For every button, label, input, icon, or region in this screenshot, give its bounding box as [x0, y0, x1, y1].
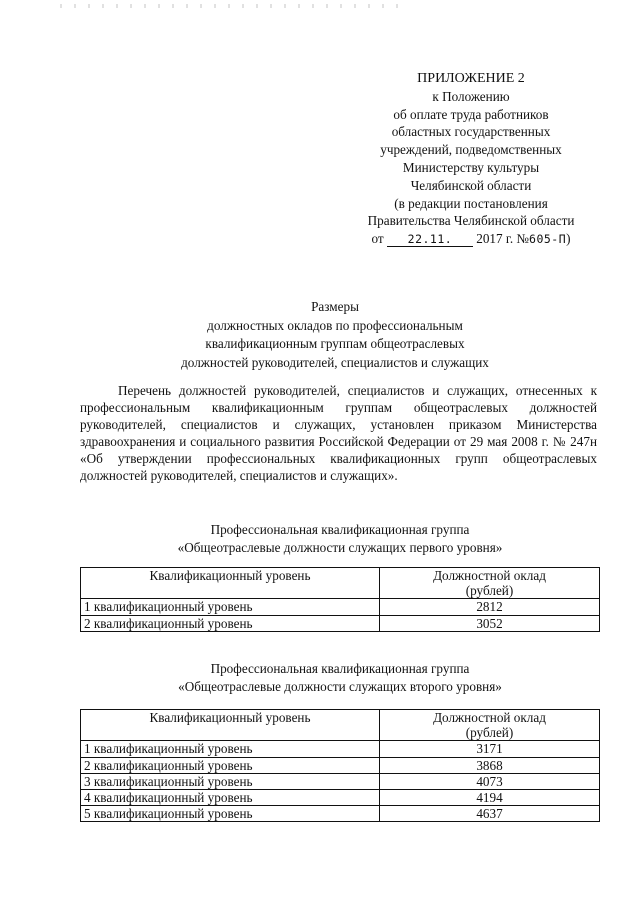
table-row — [81, 599, 600, 615]
appendix-line: учреждений, подведомственных — [380, 142, 562, 158]
appendix-line: Министерству культуры — [402, 159, 540, 175]
table-row — [81, 757, 600, 773]
group-2-title — [80, 660, 600, 695]
appendix-line: Челябинской области — [410, 177, 532, 193]
salary-table-level-2 — [80, 709, 600, 822]
table-row — [81, 773, 600, 789]
appendix-line: к Положению — [432, 88, 510, 104]
date-mid: 2017 г. № — [476, 231, 530, 247]
number-value: 605-П — [529, 232, 567, 247]
table-header-row — [81, 568, 600, 599]
paragraph-text: Перечень должностей руководителей, специалистов и служащих, отнесенных к профессиональным квалификационным группам общеотраслевых должностей руководителей, специалистов и служащих, установлен приказом Министерства здравоохранения и социального развития Российской Федерации от 29 мая 2008 г. № 247н «Об утверждении профессиональных квалификационных групп общеотраслевых должностей руководителей, специалистов и служащих». — [80, 383, 597, 483]
salary-cell: 3171 — [380, 741, 600, 757]
appendix-title: ПРИЛОЖЕНИЕ 2 — [417, 71, 525, 86]
salary-table-level-1 — [80, 567, 600, 632]
salary-cell: 4194 — [380, 790, 600, 806]
intro-paragraph — [80, 382, 597, 484]
table-row — [81, 806, 600, 822]
appendix-line: областных государственных — [391, 124, 551, 140]
level-cell: 5 квалификационный уровень — [81, 806, 380, 822]
level-cell: 1 квалификационный уровень — [81, 741, 380, 757]
header-salary-line: Должностной оклад — [433, 568, 546, 583]
header-salary-line: Должностной оклад — [433, 710, 546, 725]
appendix-line: об оплате труда работников — [393, 106, 549, 122]
table-row — [81, 741, 600, 757]
group-title-line: Профессиональная квалификационная группа — [210, 522, 470, 537]
appendix-line: Правительства Челябинской области — [367, 213, 575, 229]
level-cell: 3 квалификационный уровень — [81, 773, 380, 789]
heading-line: квалификационным группам общеотраслевых — [205, 336, 465, 351]
heading-line: должностей руководителей, специалистов и служащих — [181, 354, 489, 370]
table-row — [81, 615, 600, 631]
level-cell: 2 квалификационный уровень — [81, 757, 380, 773]
group-title-line: «Общеотраслевые должности служащих первого уровня» — [177, 539, 503, 555]
appendix-header — [340, 70, 602, 249]
header-salary — [380, 568, 600, 599]
table-header-row — [81, 710, 600, 741]
table-row — [81, 790, 600, 806]
date-value: 22.11. — [387, 232, 473, 247]
group-1-title — [80, 521, 600, 556]
level-cell: 2 квалификационный уровень — [81, 615, 380, 631]
salary-cell: 2812 — [380, 599, 600, 615]
heading-line: должностных окладов по профессиональным — [207, 317, 463, 333]
level-cell: 1 квалификационный уровень — [81, 599, 380, 615]
header-level: Квалификационный уровень — [81, 568, 380, 599]
level-cell: 4 квалификационный уровень — [81, 790, 380, 806]
date-suffix: ) — [566, 231, 571, 247]
group-title-line: Профессиональная квалификационная группа — [210, 661, 470, 676]
salary-cell: 3052 — [380, 615, 600, 631]
header-salary-unit: (рублей) — [465, 583, 514, 599]
appendix-line: (в редакции постановления — [394, 195, 548, 211]
scan-artifact — [60, 4, 400, 8]
date-prefix: от — [371, 231, 384, 247]
header-salary — [380, 710, 600, 741]
header-salary-unit: (рублей) — [465, 725, 514, 741]
appendix-date-line — [340, 230, 602, 249]
salary-cell: 3868 — [380, 757, 600, 773]
salary-cell: 4637 — [380, 806, 600, 822]
group-title-line: «Общеотраслевые должности служащих второго уровня» — [178, 678, 502, 694]
heading-line: Размеры — [311, 299, 359, 314]
header-level: Квалификационный уровень — [81, 710, 380, 741]
document-heading — [120, 298, 550, 372]
salary-cell: 4073 — [380, 773, 600, 789]
